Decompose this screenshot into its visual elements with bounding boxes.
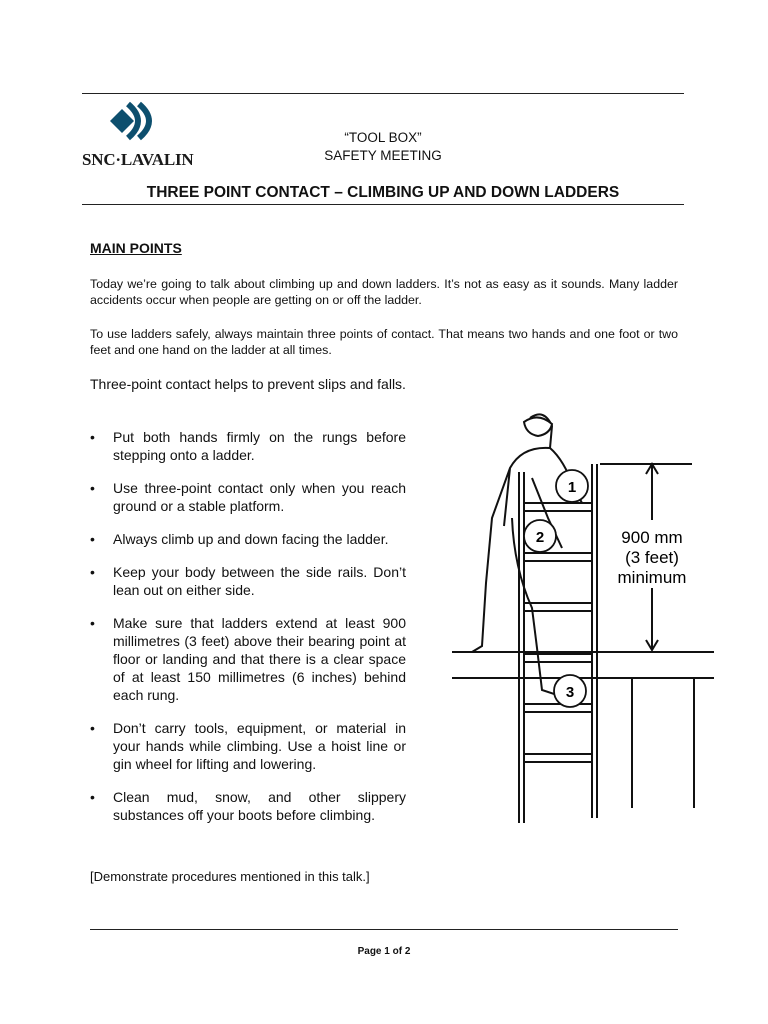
bullet-icon: • — [90, 429, 95, 445]
bullet-icon: • — [90, 564, 95, 580]
demonstration-note: [Demonstrate procedures mentioned in this talk.] — [90, 869, 370, 884]
title-underline-rule — [82, 204, 684, 205]
list-item: • Always climb up and down facing the ladder. — [90, 531, 389, 547]
section-heading: MAIN POINTS — [90, 240, 182, 256]
list-item: • Make sure that ladders extend at least 900 millimetres (3 feet) above their bearing point at floor or landing and that there is a clear space of at least 150 millimetres (6 inches) behind each rung. — [90, 615, 406, 703]
bullet-icon: • — [90, 531, 95, 547]
list-item: • Use three-point contact only when you reach ground or a stable platform. — [90, 480, 406, 514]
contact-label-3: 3 — [565, 684, 575, 701]
header-line-toolbox: “TOOL BOX” — [344, 130, 422, 145]
contact-label-2: 2 — [535, 529, 545, 546]
contact-label-1: 1 — [567, 479, 577, 496]
dimension-label-mm: 900 mm — [621, 528, 683, 547]
logo-wordmark: SNC·LAVALIN — [82, 150, 194, 169]
list-item: • Don’t carry tools, equipment, or material in your hands while climbing. Use a hoist line or gin wheel for lifting and lowering. — [90, 720, 406, 772]
list-item: • Put both hands firmly on the rungs before stepping onto a ladder. — [90, 429, 406, 463]
ladder-climbing-illustration — [452, 408, 724, 838]
header-top-rule — [82, 93, 684, 94]
intro-paragraph-1: Today we’re going to talk about climbing up and down ladders. It’s not as easy as it sounds. Many ladder accidents occur when people are getting on or off the ladder. — [90, 277, 678, 307]
list-item: • Clean mud, snow, and other slippery substances off your boots before climbing. — [90, 789, 406, 823]
dimension-label-feet: (3 feet) — [625, 548, 679, 567]
meeting-header — [270, 129, 496, 165]
logo-chevron-icon — [108, 100, 178, 142]
bullet-icon: • — [90, 480, 95, 496]
document-title: THREE POINT CONTACT – CLIMBING UP AND DOWN LADDERS — [146, 184, 620, 201]
bullet-icon: • — [90, 615, 95, 631]
lead-sentence: Three-point contact helps to prevent slips and falls. — [90, 376, 406, 392]
bullet-icon: • — [90, 720, 95, 736]
company-logo — [82, 100, 222, 170]
page-number: Page 1 of 2 — [357, 946, 411, 957]
safety-bullet-list — [90, 428, 406, 839]
intro-paragraph-2: To use ladders safely, always maintain three points of contact. That means two hands and one foot or two feet and one hand on the ladder at all times. — [90, 327, 678, 357]
footer-rule — [90, 929, 678, 930]
dimension-label-minimum: minimum — [617, 568, 687, 587]
bullet-icon: • — [90, 789, 95, 805]
header-line-safety-meeting: SAFETY MEETING — [324, 148, 442, 163]
list-item: • Keep your body between the side rails. Don’t lean out on either side. — [90, 564, 406, 598]
